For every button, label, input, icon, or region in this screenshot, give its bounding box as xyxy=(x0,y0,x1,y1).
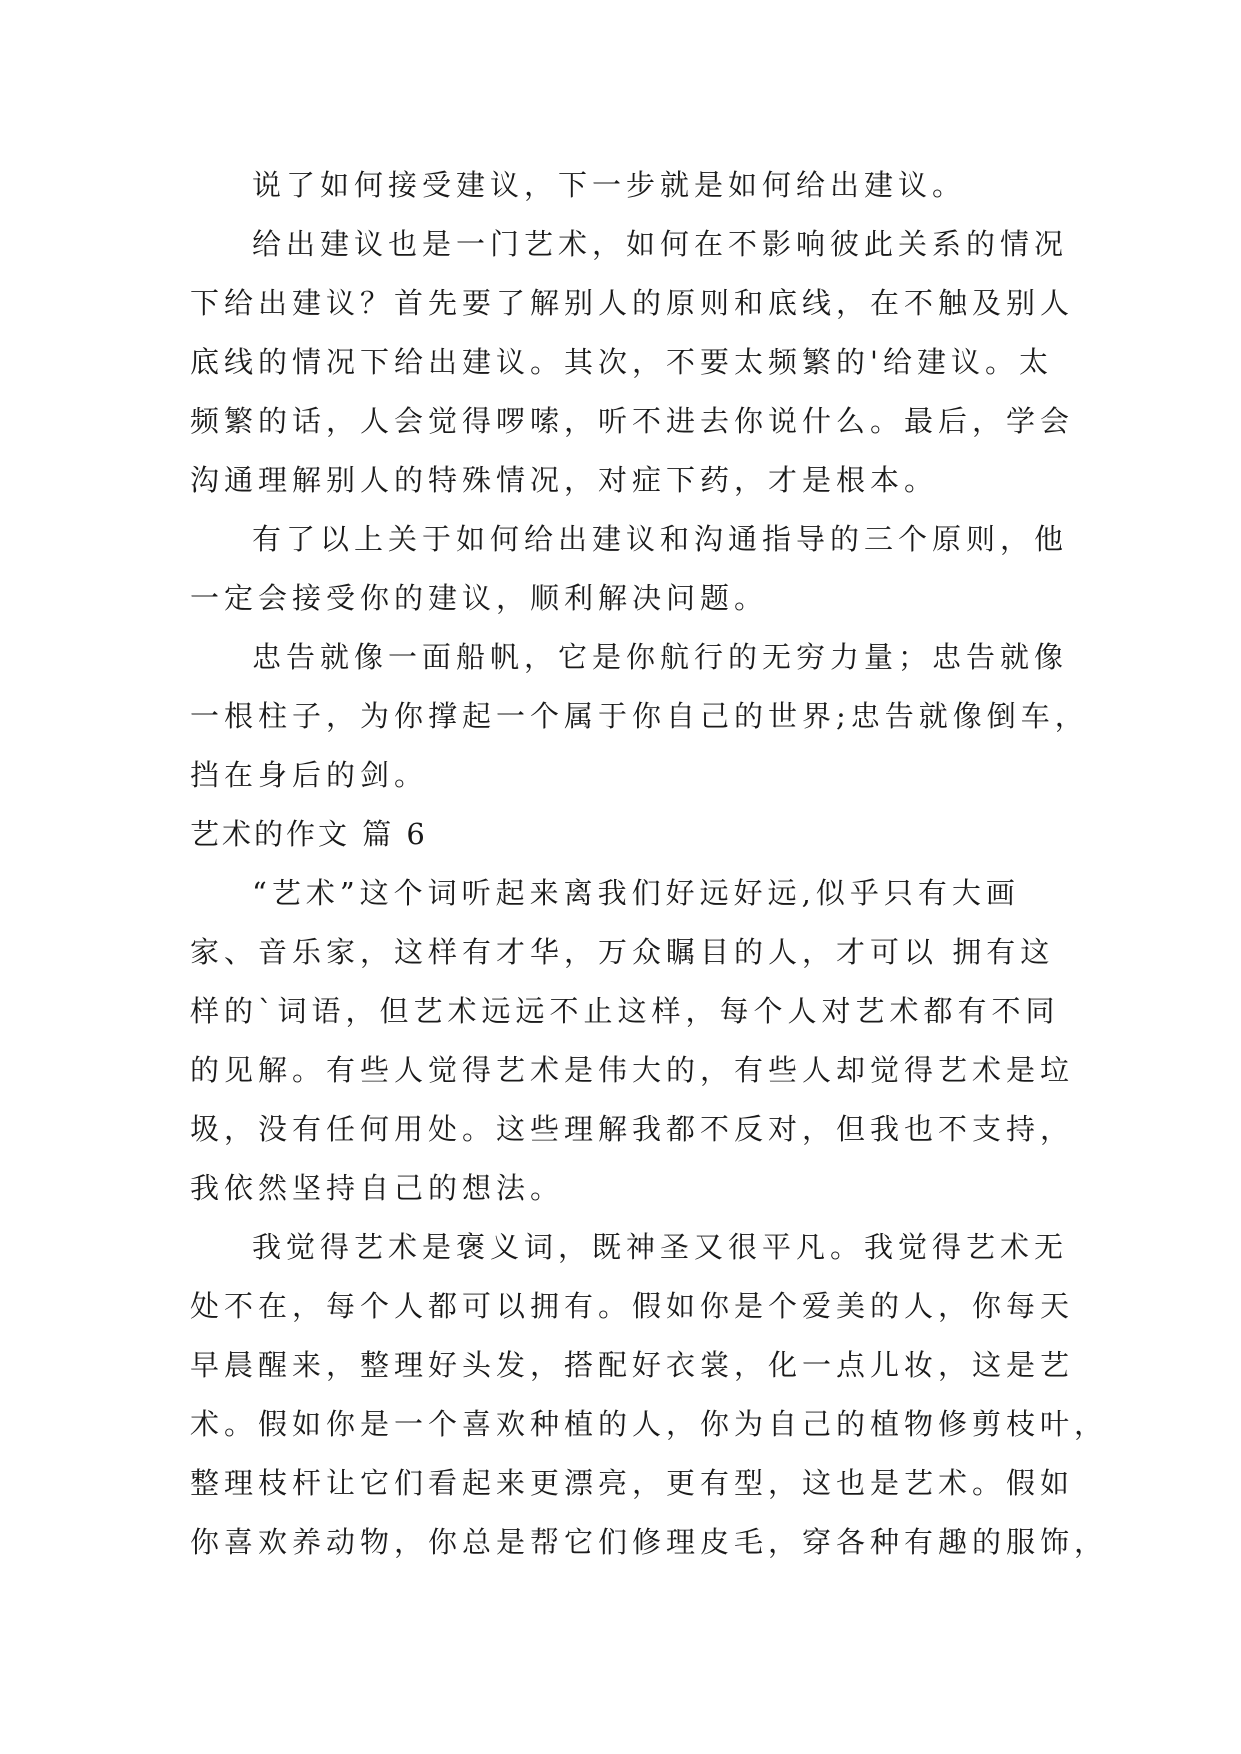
text-line: 我依然坚持自己的想法。 xyxy=(190,1171,565,1205)
paragraph xyxy=(190,215,1075,510)
paragraph xyxy=(190,1218,1109,1572)
text-line: 给出建议也是一门艺术，如何在不影响彼此关系的情况 xyxy=(252,227,1069,261)
section-title: 艺术的作文 篇 6 xyxy=(190,817,428,851)
text-line: 术。假如你是一个喜欢种植的人，你为自己的植物修剪枝叶， xyxy=(190,1407,1109,1441)
text-line: 的见解。有些人觉得艺术是伟大的，有些人却觉得艺术是垃 xyxy=(190,1053,1075,1087)
paragraph xyxy=(190,510,1069,628)
paragraph xyxy=(190,156,1060,215)
text-line: 处不在，每个人都可以拥有。假如你是个爱美的人，你每天 xyxy=(190,1289,1075,1323)
paragraph xyxy=(190,864,1075,1218)
text-line: 我觉得艺术是褒义词，既神圣又很平凡。我觉得艺术无 xyxy=(252,1230,1069,1264)
text-line: 有了以上关于如何给出建议和沟通指导的三个原则，他 xyxy=(252,522,1069,556)
text-line: “艺术”这个词听起来离我们好远好远,似乎只有大画 xyxy=(252,876,1020,910)
text-line: 下给出建议？首先要了解别人的原则和底线，在不触及别人 xyxy=(190,286,1075,320)
text-line: 忠告就像一面船帆，它是你航行的无穷力量；忠告就像 xyxy=(252,640,1069,674)
text-line: 说了如何接受建议，下一步就是如何给出建议。 xyxy=(252,168,967,202)
text-line: 挡在身后的剑。 xyxy=(190,758,429,792)
text-line: 一根柱子，为你撑起一个属于你自己的世界;忠告就像倒车， xyxy=(190,699,1089,733)
text-line: 沟通理解别人的特殊情况，对症下药，才是根本。 xyxy=(190,463,939,497)
text-line: 你喜欢养动物，你总是帮它们修理皮毛，穿各种有趣的服饰， xyxy=(190,1525,1109,1559)
document-page xyxy=(190,156,1109,1572)
text-line: 早晨醒来，整理好头发，搭配好衣裳，化一点儿妆，这是艺 xyxy=(190,1348,1075,1382)
text-line: 样的`词语，但艺术远远不止这样，每个人对艺术都有不同 xyxy=(190,994,1060,1028)
paragraph xyxy=(190,628,1089,805)
text-line: 整理枝杆让它们看起来更漂亮，更有型，这也是艺术。假如 xyxy=(190,1466,1075,1500)
text-line: 圾，没有任何用处。这些理解我都不反对，但我也不支持， xyxy=(190,1112,1075,1146)
text-line: 底线的情况下给出建议。其次，不要太频繁的'给建议。太 xyxy=(190,345,1053,379)
text-line: 一定会接受你的建议，顺利解决问题。 xyxy=(190,581,769,615)
text-line: 家、音乐家，这样有才华，万众瞩目的人，才可以 拥有这 xyxy=(190,935,1055,969)
text-line: 频繁的话，人会觉得啰嗦，听不进去你说什么。最后，学会 xyxy=(190,404,1075,438)
